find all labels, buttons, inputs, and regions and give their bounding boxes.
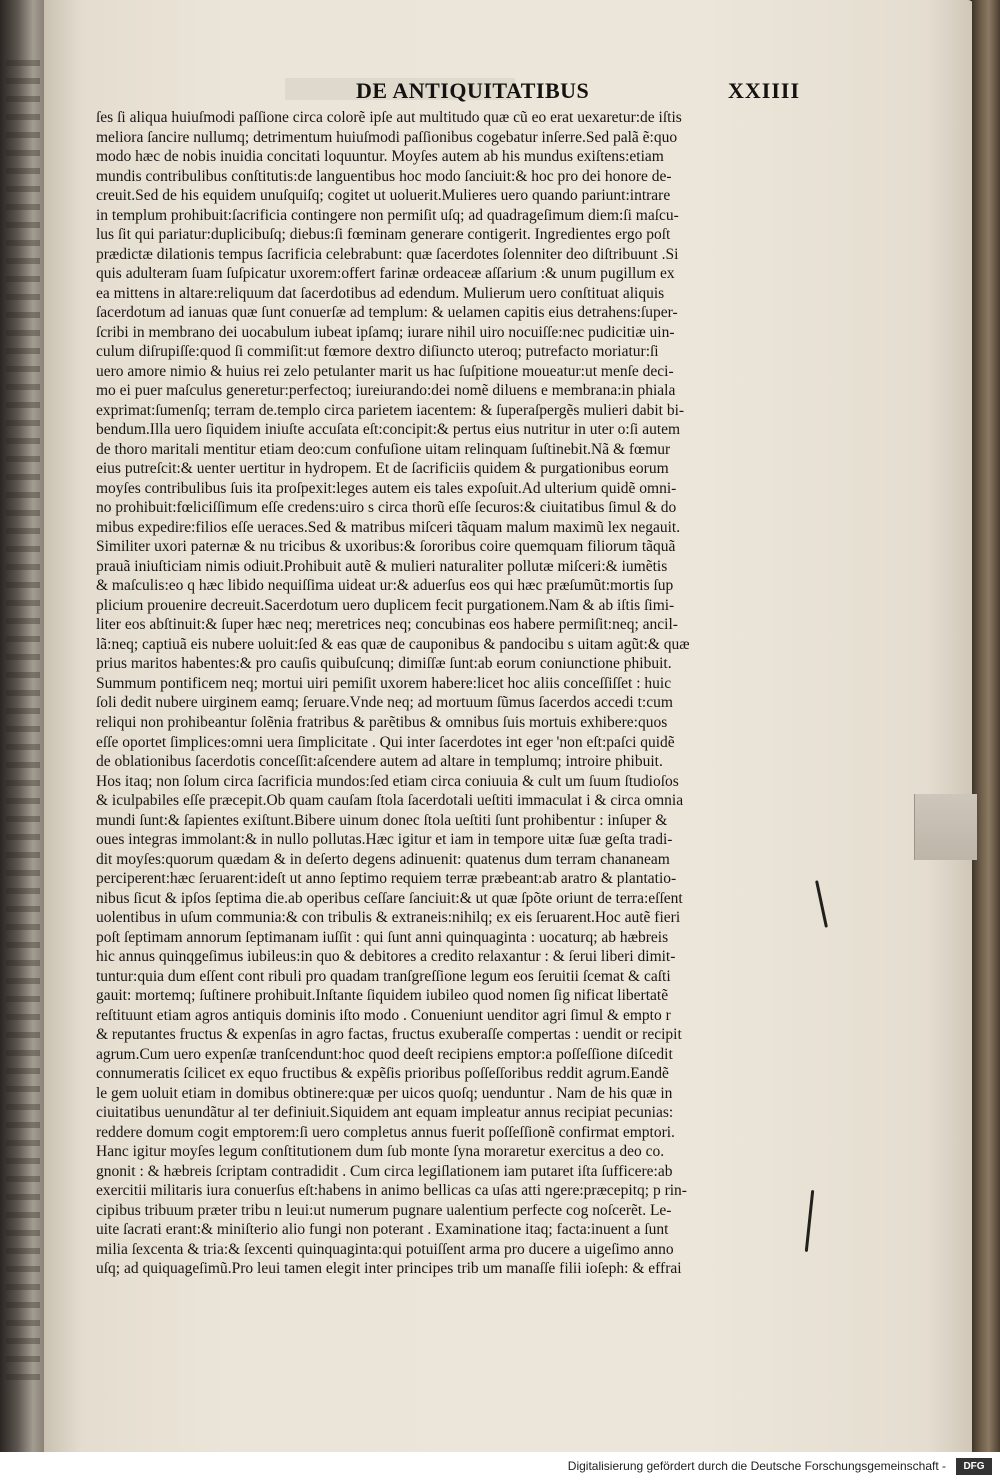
text-line: lus ſit qui pariatur:duplicibuſq; diebus:ſi fœminam generare contigerit. Ingredientes ergo poſt <box>96 226 671 244</box>
text-line: mo ei puer maſculus generetur:perfectoq; iureiurando:dei nomẽ diluens e membrana:in phiala <box>96 382 676 400</box>
text-line: gauit: mortemq; ſuſtinere prohibuit.Inſtante ſiquidem iubileo quod nomen ſig nificat libertatẽ <box>96 987 669 1005</box>
running-header <box>0 74 1000 108</box>
text-line: & iculpabiles eſſe præcepit.Ob quam cauſam ſtola ſacerdotali ueſtiti immaculat i & circa omnia <box>96 792 684 810</box>
text-line: reliqui non prohibeantur ſolẽnia fratribus & parẽtibus & omnibus ſuis mortuis exhibere:quos <box>96 713 668 731</box>
text-line: oues integras immolant:& in nullo pollutas.Hæc igitur et iam in tempore uitæ ſuæ geſta tradi- <box>96 831 673 849</box>
text-line: lã:neq; captiuã eis nubere uoluit:ſed & eas quæ de cauponibus & pandocibu s uitam agũt:& quæ <box>96 635 690 653</box>
text-line: milia ſexcenta & tria:& ſexcenti quinquaginta:qui potuiſſent arma pro ducere a uigeſimo anno <box>96 1240 674 1258</box>
text-line: prædictæ dilationis tempus ſacrificia celebrabunt: quæ ſacerdotes ſolenniter deo diſtribuunt .Si <box>96 245 679 263</box>
paper-tab-strip <box>914 794 977 860</box>
text-line: connumeratis ſcilicet ex equo fructibus & expẽſis prioribus poſſeſſoribus reddit agrum.Eandẽ <box>96 1065 669 1083</box>
digitization-footer <box>0 1452 1000 1481</box>
text-line: mibus expedire:filios eſſe ueraces.Sed & matribus miſceri tãquam malum maximũ lex negauit. <box>96 518 681 536</box>
text-line: tuntur:quia dum eſſent cont ribuli pro quadam tranſgreſſione legum eos ſeruitii ſcemat & caſti <box>96 967 671 985</box>
text-line: culum diſrupiſſe:quod ſi commiſit:ut fœmore dextro diſiuncto uteroq; putrefacto moriatur:ſi <box>96 343 659 361</box>
facing-page-text-fragment <box>6 60 40 1380</box>
text-line: ciuitatibus uenundãtur al ter definiuit.Siquidem ant equam impleatur annus recipiat pecunias: <box>96 1104 674 1122</box>
text-line: bendum.Illa uero ſiquidem iniuſte accuſata eſt:concipit:& pertus eius nutritur in uter o:ſi autem <box>96 421 681 439</box>
text-line: Hos itaq; non ſolum circa ſacrificia mundos:ſed etiam circa coniuuia & cult um ſuum ſtudioſos <box>96 772 679 790</box>
text-line: quis adulteram ſuam ſuſpicatur uxorem:offert farinæ ordeaceæ aſſarium :& unum pugillum ex <box>96 265 675 283</box>
folio-number: XXIIII <box>728 78 801 103</box>
text-line: uſq; ad quiquageſimũ.Pro leui tamen elegit inter principes trib um manaſſe filii ioſeph: & effrai <box>96 1260 682 1278</box>
footer-credit: Digitalisierung gefördert durch die Deutsche Forschungsgemeinschaft - <box>567 1459 946 1473</box>
text-line: uero amore nimio & huius rei zelo petulanter marit us hac ſuſpitione moueatur:ut menſe deci- <box>96 362 674 380</box>
text-line: ſcribi in membrano dei uocabulum iubeat ipſamq; iurare nihil uiro nocuiſſe:nec pudicitiæ uin- <box>96 323 675 341</box>
text-line: meliora ſancire nullumq; detrimentum huiuſmodi paſſionibus cogebatur inſerre.Sed palã ẽ:quo <box>96 128 678 146</box>
text-line: prius maritos habentes:& pro cauſis quibuſcunq; dimiſſæ ſunt:ab eorum coniunctione phibuit. <box>96 655 672 673</box>
text-line: eius putreſcit:& uenter uertitur in hydropem. Et de ſacrificiis quidem & purgationibus eorum <box>96 460 669 478</box>
text-line: exercitii militaris iura conuerſus eſt:habens in animo bellicas ca uſas atti ngere:præcepitq; p rin- <box>96 1182 687 1200</box>
text-line: nibus ſicut & ipſos ſeptima die.ab operibus ceſſare ſanciuit:& ut quæ ſpõte oriunt de terra:eſſent <box>96 889 683 907</box>
text-line: uite ſacrati erant:& miniſterio alio fungi non poterant . Examinatione itaq; facta:inuent a ſunt <box>96 1221 669 1239</box>
text-line: dit moyſes:quorum quædam & in deſerto degens adinuenit: quatenus dum terram chananeam <box>96 850 670 868</box>
text-line: de oblationibus ſacerdotis conceſſit:aſcendere autem ad altare in templumq; introire phibuit. <box>96 753 663 771</box>
text-line: reſtituunt etiam agros antiquis dominis iſto modo . Conueniunt uenditor agri ſimul & empto r <box>96 1006 671 1024</box>
running-title: DE ANTIQUITATIBUS <box>356 78 590 103</box>
text-line: agrum.Cum uero expenſæ tranſcendunt:hoc quod deeſt recipiens emptor:a poſſeſſione diſcedit <box>96 1045 673 1063</box>
text-line: poſt ſeptimam annorum ſeptimanam iuſſit : qui ſunt anni quinquaginta : uocaturq; ab hæbreis <box>96 928 669 946</box>
text-line: perciperent:hæc ſeruarent:ideſt ut anno ſeptimo requiem terræ præbeant:ab aratro & plantatio- <box>96 870 677 888</box>
body-text <box>96 108 796 1279</box>
text-line: uolentibus in uſum communia:& con tribulis & extraneis:nihilq; ex eis ſeruarent.Hoc autẽ fieri <box>96 909 681 927</box>
facing-page-edge <box>0 0 44 1452</box>
text-line: ſacerdotum ad ianuas quæ ſunt conuerſæ ad templum: & uelamen capitis eius detrahens:ſuper- <box>96 304 678 322</box>
text-line: ſes ſi aliqua huiuſmodi paſſione circa colorẽ ipſe aut multitudo quæ cũ eo erat uexaretur:de iſtis <box>96 109 682 126</box>
text-line: le gem uoluit etiam in domibus obtinere:quæ per uicos quoſq; uenduntur . Nam de his quæ in <box>96 1084 673 1102</box>
text-line: hic annus quinqgeſimus iubileus:in quo & debitores a credito relaxantur : & ſerui liberi dimit- <box>96 948 676 966</box>
text-line: & maſculis:eo q hæc libido nequiſſima uideat ur:& aduerſus eos qui hæc præſumũt:mortis ſup <box>96 577 674 595</box>
text-line: moyſes contribulibus ſuis ita proſpexit:leges autem eis tales expoſuit.Ad ulterium quidẽ omni- <box>96 479 677 497</box>
text-line: Hanc igitur moyſes legum conſtitutionem dum ſub monte ſyna moraretur exercitus a deo co. <box>96 1143 665 1161</box>
dfg-logo: DFG <box>956 1458 992 1475</box>
text-line: liter eos abſtinuit:& ſuper hæc neq; meretrices neq; concubinas eos habere permiſit:neq; ancil- <box>96 616 678 634</box>
text-line: creuit.Sed de his equidem unuſquiſq; cogitet ut uoluerit.Mulieres uero quando pariunt:intrare <box>96 187 671 205</box>
text-line: cipibus tribuum præter tribu n leui:ut numerum pugnare ualentium perfecte cog noſcerẽt. Le- <box>96 1201 672 1219</box>
text-line: no prohibuit:fœliciſſimum eſſe credens:uiro s circa thorũ eſſe ſecuros:& ciuitatibus ſimul & do <box>96 499 677 517</box>
text-line: modo hæc de nobis inuidia concitati loquuntur. Moyſes autem ab his mundus exiſtens:etiam <box>96 148 664 166</box>
text-line: mundis contribulibus conſtitutis:de languentibus hoc modo ſanciuit:& hoc pro dei honore de- <box>96 167 672 185</box>
text-line: reddere domum cogit emptorem:ſi uero completus annus fuerit poſſeſſionẽ confirmat emptori. <box>96 1123 675 1141</box>
text-line: prauã iniuſticiam nimis odiuit.Prohibuit autẽ & mulieri naturaliter pollutæ miſceri:& iumẽtis <box>96 557 668 575</box>
text-line: ea mittens in altare:reliquum dat ſacerdotibus ad edendum. Mulierum uero conſtituat aliquis <box>96 284 665 302</box>
text-line: ſoli dedit nubere uirginem eamq; ſeruare.Vnde neq; ad mortuum ſũmus ſacerdos accedi t:cum <box>96 694 673 712</box>
text-line: Summum pontificem neq; mortui uiri pemiſit uxorem habere:licet hoc aliis conceſſiſſet : huic <box>96 674 672 692</box>
text-line: gnonit : & hæbreis ſcriptam contradidit . Cum circa legiſlationem iam putaret iſta ſufficere:ab <box>96 1162 673 1180</box>
text-line: in templum prohibuit:ſacrificia contingere non permiſit uſq; ad quadrageſimum diem:ſi maſcu- <box>96 206 679 224</box>
text-line: Similiter uxori paternæ & nu tricibus & uxoribus:& ſororibus coire quemquam filiorum tãquã <box>96 538 676 556</box>
text-line: mundi ſunt:& ſapientes exiſtunt.Bibere uinum donec ſtola ueſtiti ſunt prohibentur : inſuper & <box>96 811 668 829</box>
text-line: & reputantes fructus & expenſas in agro factas, fructus exuberaſſe compertas : uendit or recipit <box>96 1026 682 1044</box>
text-line: exprimat:ſumenſq; terram de.templo circa parietem iacentem: & ſuperaſpergẽs mulieri dabit bi- <box>96 401 685 419</box>
text-line: eſſe oportet ſimplices:omni uera ſimplicitate . Qui inter ſacerdotes int eger 'non eſt:paſci quidẽ <box>96 733 675 751</box>
text-line: plicium prouenire decreuit.Sacerdotum uero duplicem fecit purgationem.Nam & ab iſtis ſimi- <box>96 596 675 614</box>
page-fore-edge <box>972 0 1000 1452</box>
text-line: de thoro maritali mentitur etiam deo:cum confuſione uitam relinquam ſuſtinebit.Nã & fœmur <box>96 440 671 458</box>
